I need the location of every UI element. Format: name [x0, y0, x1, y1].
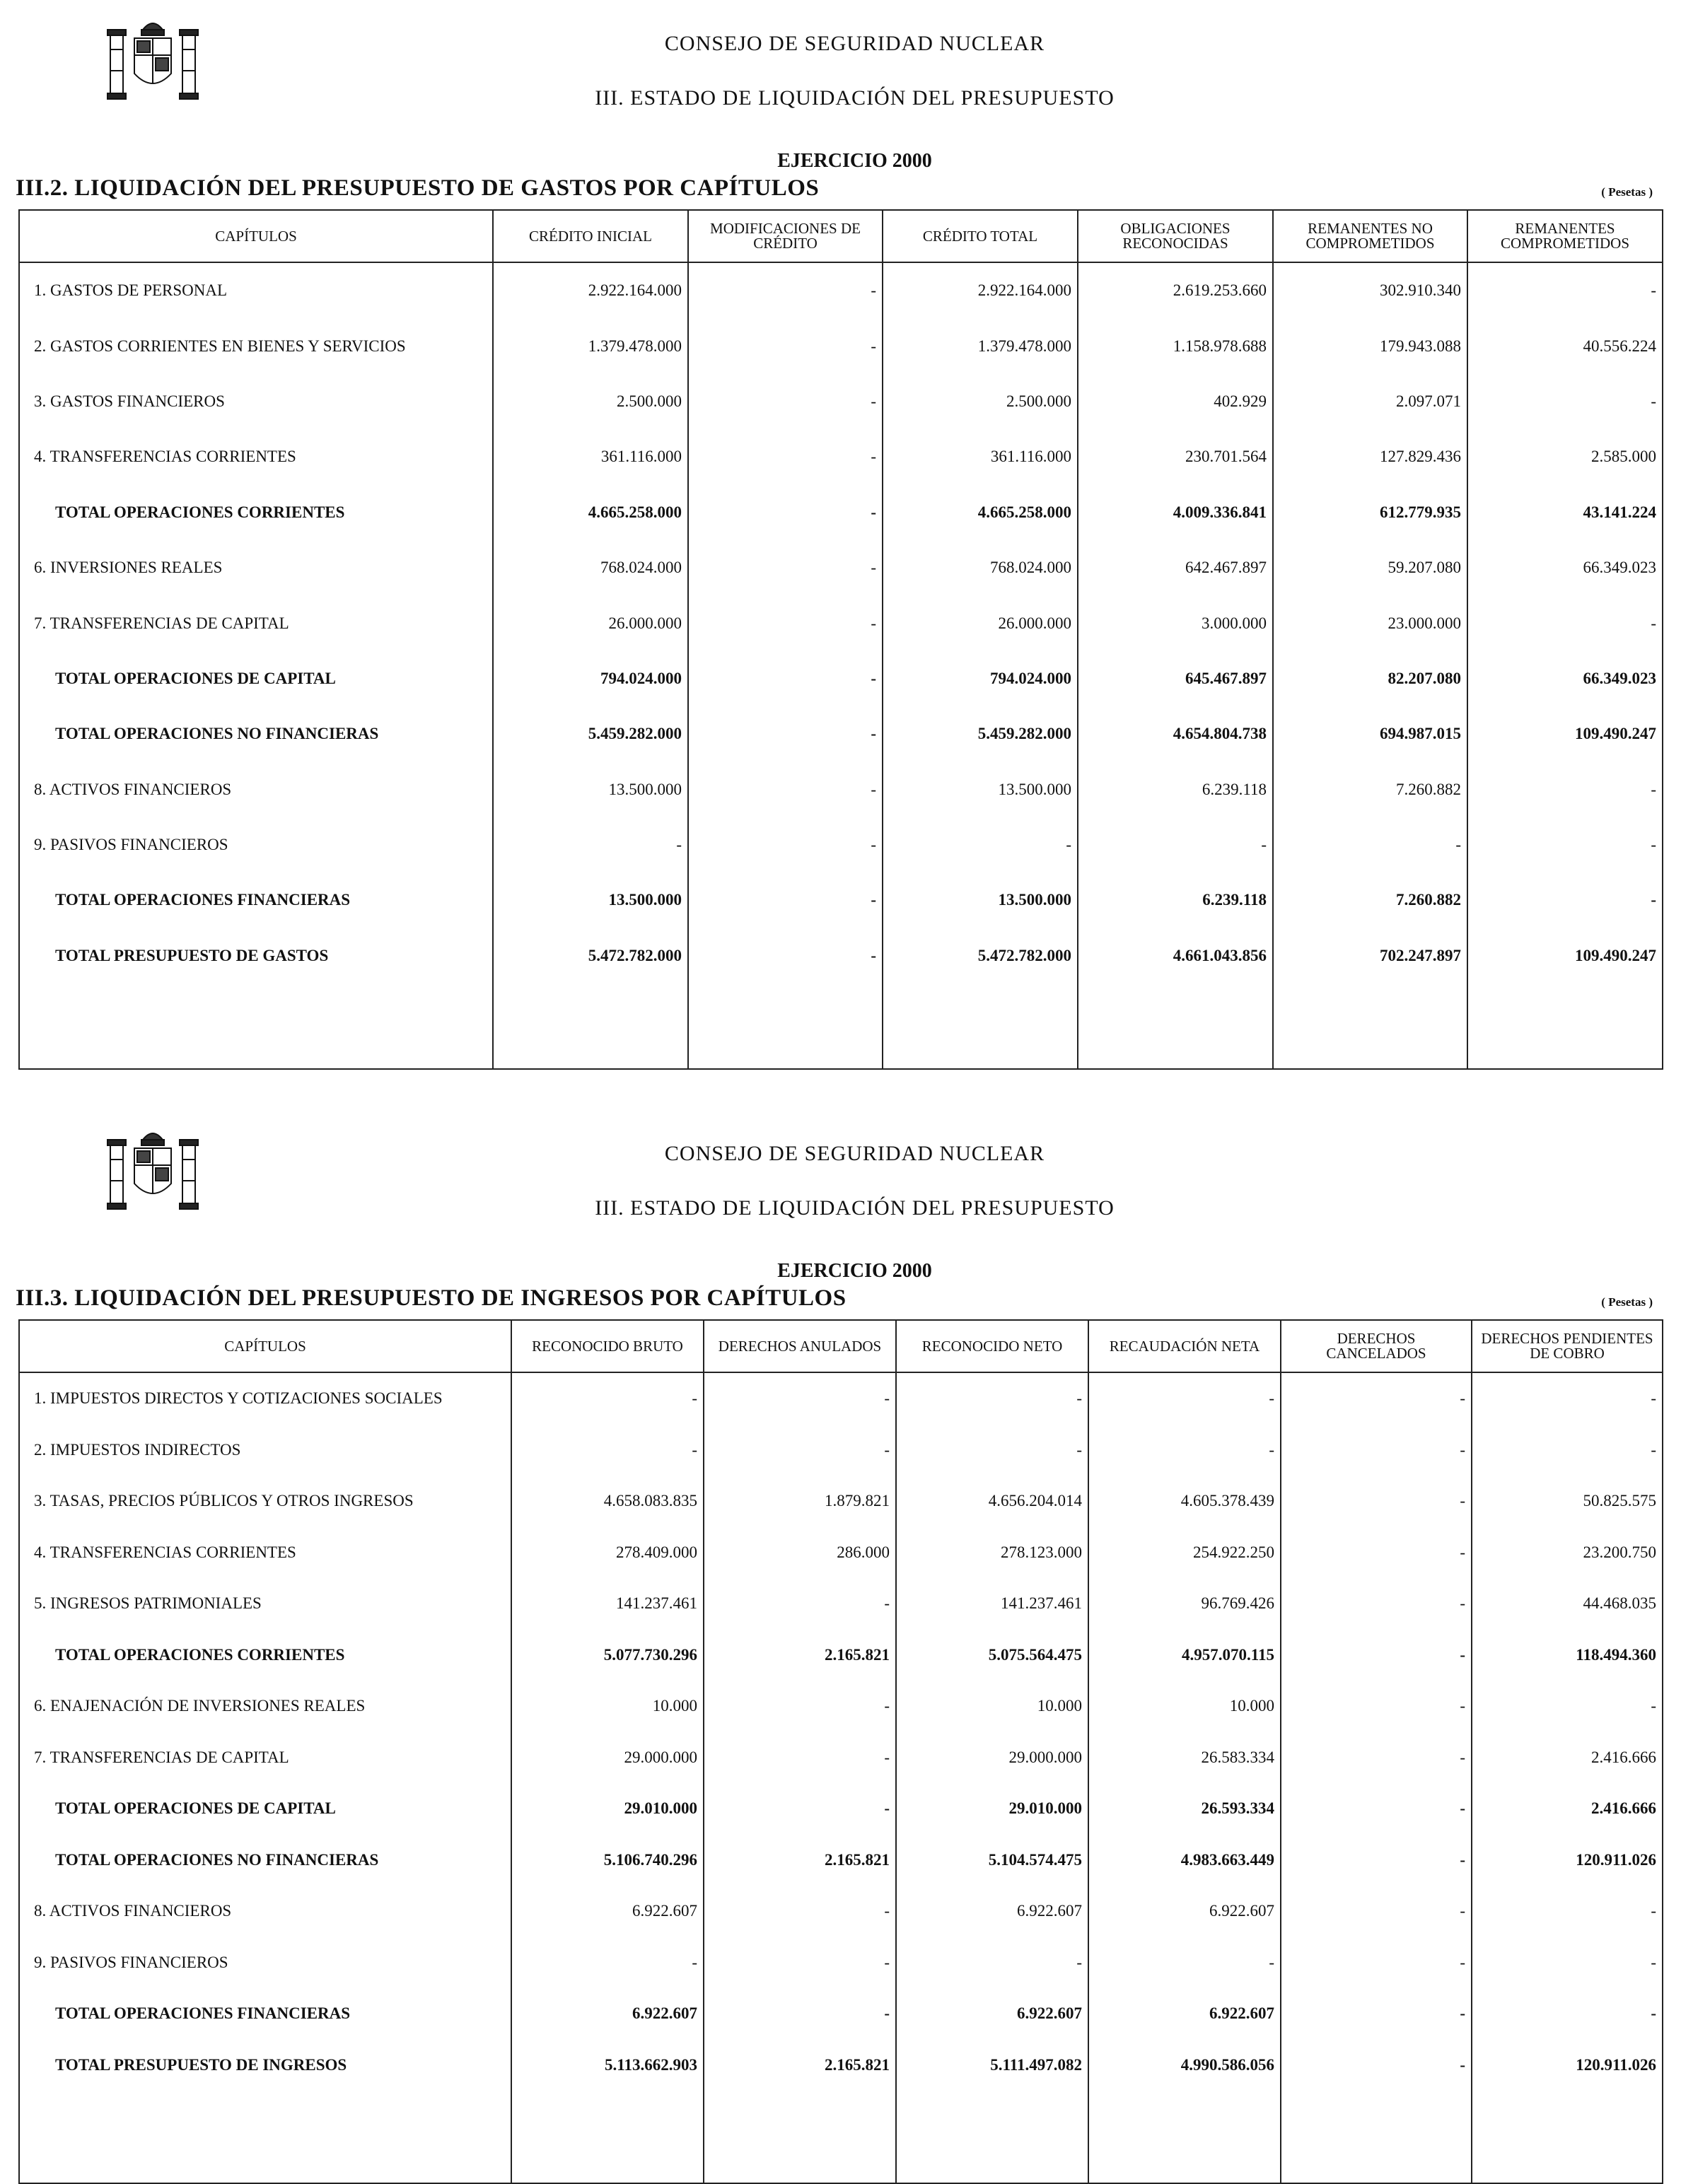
- cell-value: 2.922.164.000: [493, 262, 688, 318]
- column-header: RECONOCIDO BRUTO: [511, 1320, 704, 1372]
- column-header: CRÉDITO TOTAL: [883, 210, 1078, 262]
- table-row: [19, 1681, 1663, 1732]
- row-label: 7. TRANSFERENCIAS DE CAPITAL: [19, 1732, 511, 1784]
- row-label: TOTAL OPERACIONES DE CAPITAL: [19, 1783, 511, 1835]
- cell-value: 2.585.000: [1467, 429, 1663, 484]
- cell-value: 26.593.334: [1088, 1783, 1281, 1835]
- empty-cell: [1088, 2091, 1281, 2183]
- empty-cell: [896, 2091, 1088, 2183]
- cell-value: 5.472.782.000: [883, 928, 1078, 983]
- table-row: [19, 429, 1663, 484]
- empty-cell: [1472, 2091, 1663, 2183]
- cell-value: -: [704, 1886, 896, 1937]
- cell-value: 5.459.282.000: [883, 706, 1078, 761]
- cell-value: 402.929: [1078, 374, 1273, 429]
- cell-value: 141.237.461: [511, 1578, 704, 1630]
- cell-value: 4.957.070.115: [1088, 1630, 1281, 1681]
- cell-value: 5.113.662.903: [511, 2040, 704, 2091]
- table-row: [19, 374, 1663, 429]
- gastos-table: [18, 209, 1663, 1070]
- cell-value: -: [511, 1937, 704, 1989]
- cell-value: 7.260.882: [1273, 762, 1467, 817]
- cell-value: 4.661.043.856: [1078, 928, 1273, 983]
- report-subtitle: III. ESTADO DE LIQUIDACIÓN DEL PRESUPUESTO: [595, 86, 1115, 110]
- cell-value: -: [1281, 1886, 1472, 1937]
- cell-value: -: [688, 374, 883, 429]
- cell-value: -: [1281, 1732, 1472, 1784]
- table-row: [19, 1732, 1663, 1784]
- cell-value: 10.000: [511, 1681, 704, 1732]
- cell-value: 44.468.035: [1472, 1578, 1663, 1630]
- cell-value: -: [1088, 1425, 1281, 1476]
- row-label: 3. TASAS, PRECIOS PÚBLICOS Y OTROS INGRESOS: [19, 1476, 511, 1527]
- organization-name: CONSEJO DE SEGURIDAD NUCLEAR: [664, 1142, 1045, 1165]
- table-title: III.3. LIQUIDACIÓN DEL PRESUPUESTO DE INGRESOS POR CAPÍTULOS: [16, 1285, 847, 1311]
- row-label: TOTAL OPERACIONES DE CAPITAL: [19, 651, 493, 706]
- cell-value: 702.247.897: [1273, 928, 1467, 983]
- cell-value: 43.141.224: [1467, 485, 1663, 540]
- row-label: 9. PASIVOS FINANCIEROS: [19, 817, 493, 872]
- row-label: 4. TRANSFERENCIAS CORRIENTES: [19, 1527, 511, 1579]
- row-label: TOTAL PRESUPUESTO DE GASTOS: [19, 928, 493, 983]
- cell-value: -: [704, 1937, 896, 1989]
- column-header: DERECHOS CANCELADOS: [1281, 1320, 1472, 1372]
- cell-value: 2.619.253.660: [1078, 262, 1273, 318]
- cell-value: 10.000: [896, 1681, 1088, 1732]
- cell-value: 645.467.897: [1078, 651, 1273, 706]
- cell-value: -: [1472, 1937, 1663, 1989]
- cell-value: -: [896, 1937, 1088, 1989]
- table-title: III.2. LIQUIDACIÓN DEL PRESUPUESTO DE GASTOS POR CAPÍTULOS: [16, 175, 820, 201]
- cell-value: 5.472.782.000: [493, 928, 688, 983]
- row-label: TOTAL OPERACIONES NO FINANCIERAS: [19, 706, 493, 761]
- cell-value: 6.239.118: [1078, 872, 1273, 928]
- empty-row: [19, 2091, 1663, 2183]
- cell-value: 361.116.000: [493, 429, 688, 484]
- cell-value: -: [1281, 1988, 1472, 2040]
- column-header: OBLIGACIONES RECONOCIDAS: [1078, 210, 1273, 262]
- table-header-row: [19, 1320, 1663, 1372]
- row-label: 7. TRANSFERENCIAS DE CAPITAL: [19, 595, 493, 650]
- row-label: 2. GASTOS CORRIENTES EN BIENES Y SERVICIOS: [19, 318, 493, 373]
- column-header: DERECHOS PENDIENTES DE COBRO: [1472, 1320, 1663, 1372]
- cell-value: 2.165.821: [704, 1835, 896, 1886]
- cell-value: 13.500.000: [493, 872, 688, 928]
- empty-cell: [883, 983, 1078, 1069]
- cell-value: -: [1088, 1937, 1281, 1989]
- cell-value: -: [493, 817, 688, 872]
- table-row: [19, 1425, 1663, 1476]
- cell-value: -: [1467, 872, 1663, 928]
- cell-value: 109.490.247: [1467, 706, 1663, 761]
- cell-value: 96.769.426: [1088, 1578, 1281, 1630]
- cell-value: 4.605.378.439: [1088, 1476, 1281, 1527]
- cell-value: 6.922.607: [1088, 1988, 1281, 2040]
- currency-units: ( Pesetas ): [1601, 1295, 1653, 1309]
- cell-value: -: [688, 928, 883, 983]
- column-header: REMANENTES COMPROMETIDOS: [1467, 210, 1663, 262]
- cell-value: 286.000: [704, 1527, 896, 1579]
- table-row: [19, 540, 1663, 595]
- cell-value: 26.583.334: [1088, 1732, 1281, 1784]
- row-label: 6. INVERSIONES REALES: [19, 540, 493, 595]
- cell-value: 768.024.000: [493, 540, 688, 595]
- cell-value: 5.075.564.475: [896, 1630, 1088, 1681]
- total-row: [19, 1630, 1663, 1681]
- cell-value: -: [704, 1425, 896, 1476]
- cell-value: 23.200.750: [1472, 1527, 1663, 1579]
- cell-value: -: [1281, 1681, 1472, 1732]
- cell-value: 2.416.666: [1472, 1732, 1663, 1784]
- cell-value: 2.165.821: [704, 1630, 896, 1681]
- cell-value: 2.165.821: [704, 2040, 896, 2091]
- row-label: 6. ENAJENACIÓN DE INVERSIONES REALES: [19, 1681, 511, 1732]
- cell-value: 4.665.258.000: [883, 485, 1078, 540]
- cell-value: -: [1467, 595, 1663, 650]
- ingresos-table-body: [19, 1372, 1663, 2183]
- column-header: DERECHOS ANULADOS: [704, 1320, 896, 1372]
- column-header: REMANENTES NO COMPROMETIDOS: [1273, 210, 1467, 262]
- total-row: [19, 651, 1663, 706]
- row-label: 5. INGRESOS PATRIMONIALES: [19, 1578, 511, 1630]
- column-header: CAPÍTULOS: [19, 1320, 511, 1372]
- cell-value: 10.000: [1088, 1681, 1281, 1732]
- cell-value: -: [896, 1425, 1088, 1476]
- cell-value: -: [1467, 817, 1663, 872]
- cell-value: 59.207.080: [1273, 540, 1467, 595]
- cell-value: 6.922.607: [1088, 1886, 1281, 1937]
- currency-units: ( Pesetas ): [1601, 185, 1653, 199]
- cell-value: 612.779.935: [1273, 485, 1467, 540]
- cell-value: 230.701.564: [1078, 429, 1273, 484]
- cell-value: 26.000.000: [883, 595, 1078, 650]
- table-row: [19, 762, 1663, 817]
- cell-value: -: [688, 540, 883, 595]
- cell-value: 1.879.821: [704, 1476, 896, 1527]
- cell-value: -: [1273, 817, 1467, 872]
- cell-value: 13.500.000: [883, 762, 1078, 817]
- gastos-table-body: [19, 262, 1663, 1069]
- cell-value: 179.943.088: [1273, 318, 1467, 373]
- cell-value: -: [1281, 1476, 1472, 1527]
- fiscal-year: EJERCICIO 2000: [777, 150, 932, 172]
- cell-value: -: [688, 262, 883, 318]
- cell-value: 66.349.023: [1467, 540, 1663, 595]
- cell-value: 2.500.000: [493, 374, 688, 429]
- cell-value: 254.922.250: [1088, 1527, 1281, 1579]
- cell-value: -: [511, 1425, 704, 1476]
- total-row: [19, 485, 1663, 540]
- cell-value: -: [1472, 1372, 1663, 1425]
- empty-cell: [493, 983, 688, 1069]
- cell-value: 120.911.026: [1472, 2040, 1663, 2091]
- cell-value: 118.494.360: [1472, 1630, 1663, 1681]
- cell-value: 278.123.000: [896, 1527, 1088, 1579]
- cell-value: 29.000.000: [896, 1732, 1088, 1784]
- table-row: [19, 1937, 1663, 1989]
- cell-value: 6.922.607: [896, 1988, 1088, 2040]
- total-row: [19, 2040, 1663, 2091]
- gastos-section: [0, 0, 1681, 1061]
- cell-value: -: [704, 1681, 896, 1732]
- table-row: [19, 262, 1663, 318]
- cell-value: 29.010.000: [896, 1783, 1088, 1835]
- cell-value: -: [1281, 1425, 1472, 1476]
- column-header: CRÉDITO INICIAL: [493, 210, 688, 262]
- cell-value: 2.097.071: [1273, 374, 1467, 429]
- cell-value: 1.158.978.688: [1078, 318, 1273, 373]
- cell-value: 5.106.740.296: [511, 1835, 704, 1886]
- cell-value: -: [1088, 1372, 1281, 1425]
- cell-value: -: [1472, 1425, 1663, 1476]
- cell-value: 302.910.340: [1273, 262, 1467, 318]
- cell-value: 82.207.080: [1273, 651, 1467, 706]
- cell-value: -: [688, 706, 883, 761]
- row-label: 2. IMPUESTOS INDIRECTOS: [19, 1425, 511, 1476]
- cell-value: -: [704, 1732, 896, 1784]
- empty-cell: [704, 2091, 896, 2183]
- table-row: [19, 1578, 1663, 1630]
- cell-value: 5.111.497.082: [896, 2040, 1088, 2091]
- cell-value: 794.024.000: [883, 651, 1078, 706]
- row-label: 1. GASTOS DE PERSONAL: [19, 262, 493, 318]
- empty-cell: [511, 2091, 704, 2183]
- table-header-row: [19, 210, 1663, 262]
- table-row: [19, 1372, 1663, 1425]
- cell-value: 6.922.607: [511, 1988, 704, 2040]
- empty-cell: [1078, 983, 1273, 1069]
- cell-value: 1.379.478.000: [883, 318, 1078, 373]
- cell-value: -: [883, 817, 1078, 872]
- cell-value: -: [688, 651, 883, 706]
- cell-value: 109.490.247: [1467, 928, 1663, 983]
- row-label: 8. ACTIVOS FINANCIEROS: [19, 1886, 511, 1937]
- cell-value: -: [511, 1372, 704, 1425]
- empty-cell: [688, 983, 883, 1069]
- column-header: CAPÍTULOS: [19, 210, 493, 262]
- cell-value: 4.658.083.835: [511, 1476, 704, 1527]
- cell-value: 694.987.015: [1273, 706, 1467, 761]
- cell-value: -: [1467, 374, 1663, 429]
- cell-value: 6.239.118: [1078, 762, 1273, 817]
- cell-value: -: [704, 1988, 896, 2040]
- empty-cell: [1467, 983, 1663, 1069]
- cell-value: -: [1467, 762, 1663, 817]
- row-label: 9. PASIVOS FINANCIEROS: [19, 1937, 511, 1989]
- empty-cell: [19, 983, 493, 1069]
- cell-value: -: [1472, 1681, 1663, 1732]
- cell-value: -: [1281, 1630, 1472, 1681]
- cell-value: -: [688, 817, 883, 872]
- row-label: TOTAL OPERACIONES NO FINANCIERAS: [19, 1835, 511, 1886]
- ingresos-section: [0, 1110, 1681, 2165]
- cell-value: 4.656.204.014: [896, 1476, 1088, 1527]
- cell-value: 5.104.574.475: [896, 1835, 1088, 1886]
- cell-value: 7.260.882: [1273, 872, 1467, 928]
- table-row: [19, 1886, 1663, 1937]
- cell-value: -: [688, 318, 883, 373]
- total-row: [19, 1835, 1663, 1886]
- cell-value: 4.990.586.056: [1088, 2040, 1281, 2091]
- row-label: TOTAL OPERACIONES CORRIENTES: [19, 485, 493, 540]
- cell-value: 13.500.000: [493, 762, 688, 817]
- fiscal-year: EJERCICIO 2000: [777, 1260, 932, 1282]
- table-row: [19, 595, 1663, 650]
- cell-value: 1.379.478.000: [493, 318, 688, 373]
- column-header: MODIFICACIONES DE CRÉDITO: [688, 210, 883, 262]
- cell-value: -: [1281, 1937, 1472, 1989]
- total-row: [19, 1988, 1663, 2040]
- cell-value: -: [896, 1372, 1088, 1425]
- row-label: 8. ACTIVOS FINANCIEROS: [19, 762, 493, 817]
- empty-cell: [1273, 983, 1467, 1069]
- cell-value: -: [1078, 817, 1273, 872]
- column-header: RECAUDACIÓN NETA: [1088, 1320, 1281, 1372]
- column-header: RECONOCIDO NETO: [896, 1320, 1088, 1372]
- cell-value: 4.009.336.841: [1078, 485, 1273, 540]
- cell-value: 29.000.000: [511, 1732, 704, 1784]
- cell-value: 278.409.000: [511, 1527, 704, 1579]
- row-label: TOTAL OPERACIONES FINANCIERAS: [19, 872, 493, 928]
- cell-value: 50.825.575: [1472, 1476, 1663, 1527]
- cell-value: -: [688, 872, 883, 928]
- cell-value: 141.237.461: [896, 1578, 1088, 1630]
- row-label: TOTAL PRESUPUESTO DE INGRESOS: [19, 2040, 511, 2091]
- cell-value: -: [704, 1578, 896, 1630]
- cell-value: 29.010.000: [511, 1783, 704, 1835]
- organization-name: CONSEJO DE SEGURIDAD NUCLEAR: [664, 32, 1045, 55]
- cell-value: -: [704, 1372, 896, 1425]
- row-label: 3. GASTOS FINANCIEROS: [19, 374, 493, 429]
- row-label: TOTAL OPERACIONES CORRIENTES: [19, 1630, 511, 1681]
- table-row: [19, 817, 1663, 872]
- cell-value: 642.467.897: [1078, 540, 1273, 595]
- cell-value: -: [688, 485, 883, 540]
- cell-value: 4.654.804.738: [1078, 706, 1273, 761]
- cell-value: -: [704, 1783, 896, 1835]
- table-row: [19, 1476, 1663, 1527]
- cell-value: -: [688, 762, 883, 817]
- cell-value: 6.922.607: [896, 1886, 1088, 1937]
- cell-value: 5.459.282.000: [493, 706, 688, 761]
- cell-value: -: [1281, 1372, 1472, 1425]
- report-subtitle: III. ESTADO DE LIQUIDACIÓN DEL PRESUPUESTO: [595, 1196, 1115, 1220]
- cell-value: 26.000.000: [493, 595, 688, 650]
- cell-value: 23.000.000: [1273, 595, 1467, 650]
- cell-value: -: [1281, 1783, 1472, 1835]
- table-row: [19, 318, 1663, 373]
- cell-value: 2.416.666: [1472, 1783, 1663, 1835]
- cell-value: -: [1281, 1578, 1472, 1630]
- total-row: [19, 1783, 1663, 1835]
- row-label: TOTAL OPERACIONES FINANCIERAS: [19, 1988, 511, 2040]
- empty-cell: [19, 2091, 511, 2183]
- ingresos-table: [18, 1319, 1663, 2184]
- cell-value: -: [1281, 1835, 1472, 1886]
- cell-value: -: [688, 429, 883, 484]
- total-row: [19, 928, 1663, 983]
- row-label: 4. TRANSFERENCIAS CORRIENTES: [19, 429, 493, 484]
- cell-value: -: [1467, 262, 1663, 318]
- cell-value: 3.000.000: [1078, 595, 1273, 650]
- cell-value: 127.829.436: [1273, 429, 1467, 484]
- cell-value: 66.349.023: [1467, 651, 1663, 706]
- cell-value: -: [1472, 1886, 1663, 1937]
- cell-value: 4.983.663.449: [1088, 1835, 1281, 1886]
- cell-value: 361.116.000: [883, 429, 1078, 484]
- cell-value: -: [1281, 1527, 1472, 1579]
- table-row: [19, 1527, 1663, 1579]
- total-row: [19, 872, 1663, 928]
- cell-value: -: [688, 595, 883, 650]
- cell-value: 120.911.026: [1472, 1835, 1663, 1886]
- cell-value: 5.077.730.296: [511, 1630, 704, 1681]
- empty-cell: [1281, 2091, 1472, 2183]
- cell-value: 4.665.258.000: [493, 485, 688, 540]
- cell-value: 768.024.000: [883, 540, 1078, 595]
- cell-value: 2.500.000: [883, 374, 1078, 429]
- cell-value: -: [1281, 2040, 1472, 2091]
- cell-value: 794.024.000: [493, 651, 688, 706]
- empty-row: [19, 983, 1663, 1069]
- total-row: [19, 706, 1663, 761]
- cell-value: -: [1472, 1988, 1663, 2040]
- cell-value: 40.556.224: [1467, 318, 1663, 373]
- cell-value: 2.922.164.000: [883, 262, 1078, 318]
- cell-value: 6.922.607: [511, 1886, 704, 1937]
- cell-value: 13.500.000: [883, 872, 1078, 928]
- row-label: 1. IMPUESTOS DIRECTOS Y COTIZACIONES SOCIALES: [19, 1372, 511, 1425]
